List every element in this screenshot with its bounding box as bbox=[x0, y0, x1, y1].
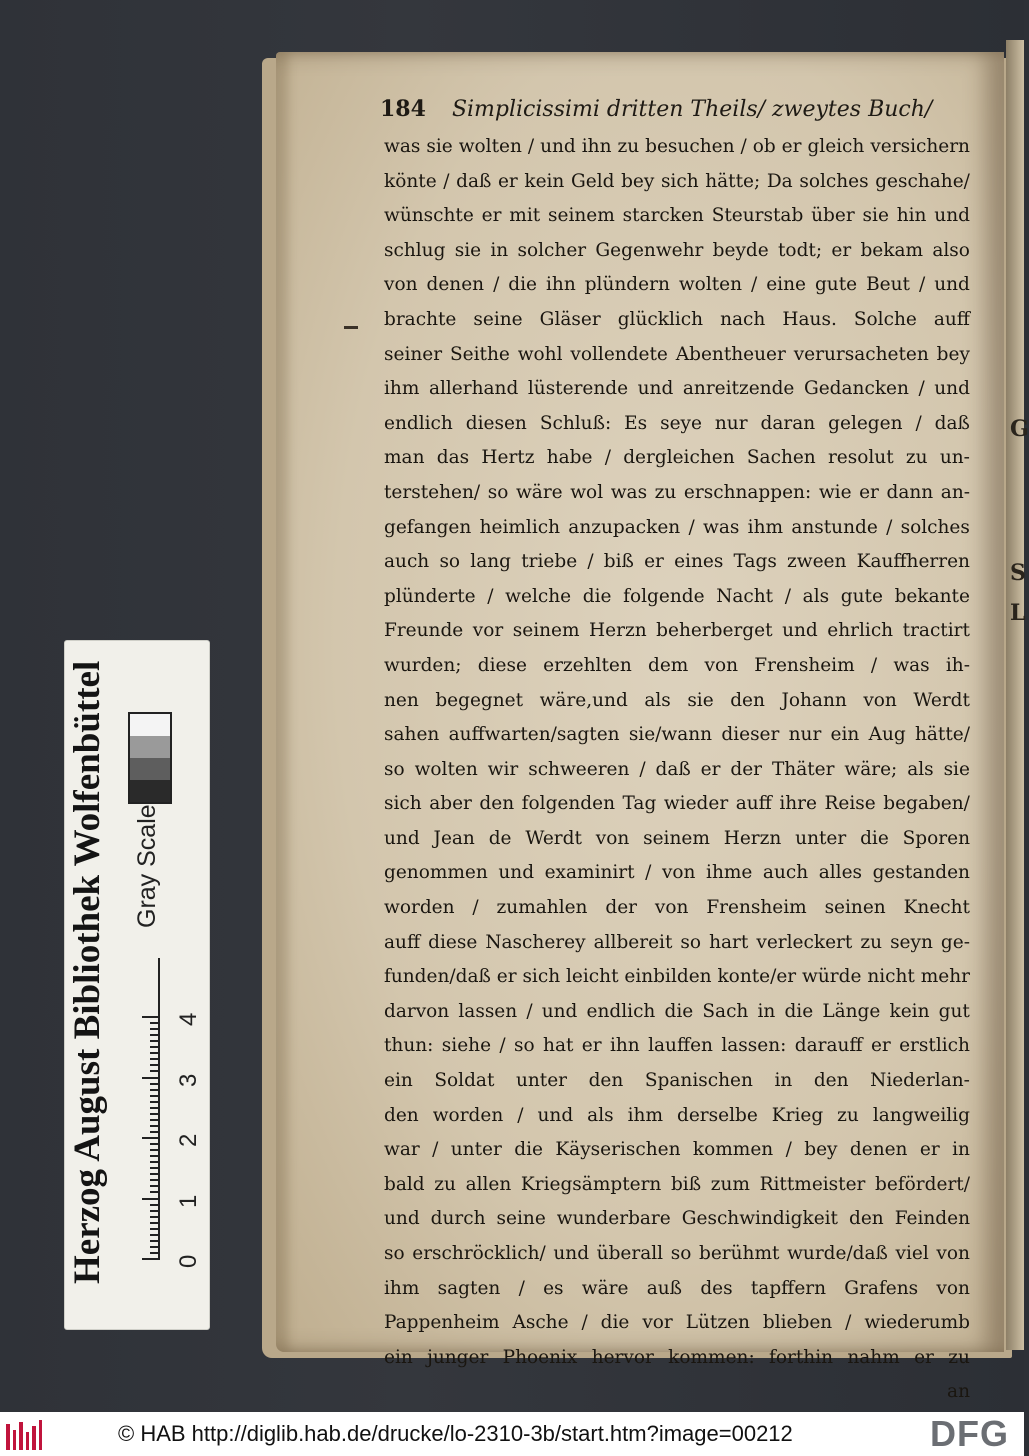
ruler-tick bbox=[150, 1083, 160, 1085]
text-line: so erschröcklich/ und überall so berühmt wurde/daß viel von bbox=[384, 1243, 970, 1264]
ruler-tick bbox=[150, 1161, 160, 1163]
hab-logo-icon bbox=[6, 1418, 42, 1450]
text-line: sich aber den folgenden Tag wieder auff ihre Reise begaben/ bbox=[384, 793, 970, 815]
ruler-number: 3 bbox=[175, 1073, 202, 1087]
ruler-tick bbox=[150, 1179, 160, 1181]
text-line: und Jean de Werdt von seinem Herzn unter die Sporen bbox=[384, 827, 970, 849]
gray-scale-label: Gray Scale bbox=[133, 804, 161, 928]
ruler-tick bbox=[150, 1228, 160, 1230]
text-line: genommen und examinirt / von ihme auch alles gestanden bbox=[384, 862, 970, 884]
text-line: brachte seine Gläser glücklich nach Haus. Solche auff bbox=[384, 308, 970, 330]
margin-mark bbox=[344, 326, 358, 329]
text-line: sahen auffwarten/sagten sie/wann dieser nur ein Aug hätte/ bbox=[384, 724, 970, 746]
ruler-tick bbox=[150, 1149, 160, 1151]
text-line: den worden / und als ihm derselbe Krieg zu langweilig bbox=[384, 1104, 970, 1126]
ruler-tick bbox=[150, 1113, 160, 1115]
ruler-tick bbox=[150, 1107, 160, 1109]
ruler-number: 1 bbox=[175, 1194, 202, 1208]
running-title: Simplicissimi dritten Theils/ zweytes Buch/ bbox=[451, 97, 933, 122]
text-line: auch so lang triebe / biß er eines Tags zween Kauffherren bbox=[384, 551, 970, 573]
ruler-tick bbox=[150, 1173, 160, 1175]
gray-swatch bbox=[130, 758, 170, 780]
ruler-number: 0 bbox=[175, 1254, 202, 1268]
text-line: darvon lassen / und endlich die Sach in die Länge kein gut bbox=[384, 1000, 970, 1022]
dfg-logo: DFG bbox=[930, 1413, 1009, 1454]
ruler-tick bbox=[150, 1185, 160, 1187]
ruler-tick bbox=[150, 1101, 160, 1103]
ruler-tick bbox=[150, 1119, 160, 1121]
ruler-tick bbox=[150, 1246, 160, 1248]
ruler-tick bbox=[150, 1089, 160, 1091]
text-line: was sie wolten / und ihn zu besuchen / ob er gleich versichern bbox=[384, 136, 970, 157]
text-line: seiner Seithe wohl vollendete Abentheuer verursacheten bey bbox=[384, 343, 970, 365]
ruler-tick bbox=[150, 1216, 160, 1218]
ruler-tick bbox=[150, 1070, 160, 1072]
catchword: an bbox=[947, 1381, 970, 1403]
ruler-tick bbox=[142, 1016, 160, 1018]
ruler-tick bbox=[150, 1234, 160, 1236]
ruler-tick bbox=[150, 1167, 160, 1169]
ruler-tick bbox=[150, 1064, 160, 1066]
next-page-mark: S bbox=[1010, 560, 1026, 586]
text-line: worden / zumahlen der von Frensheim seinen Knecht bbox=[384, 897, 970, 919]
text-line: auff diese Nascherey allbereit so hart verleckert zu seyn ge- bbox=[384, 931, 970, 953]
text-line: terstehen/ so wäre wol was zu erschnappen: wie er dann an- bbox=[384, 481, 970, 503]
ruler-tick bbox=[150, 1095, 160, 1097]
ruler-tick bbox=[150, 1252, 160, 1254]
running-head bbox=[380, 96, 980, 132]
ruler-number: 2 bbox=[175, 1133, 202, 1147]
text-line: plünderte / welche die folgende Nacht / als gute bekante bbox=[384, 585, 970, 607]
text-line: von denen / die ihn plündern wolten / eine gute Beut / und bbox=[384, 274, 970, 296]
next-page-edge bbox=[1006, 40, 1029, 1350]
ruler-tick bbox=[150, 1191, 160, 1193]
text-line: könte / daß er kein Geld bey sich hätte; Da solches geschahe/ bbox=[384, 170, 970, 192]
text-line: thun: siehe / so hat er ihn lauffen lassen: darauff er erstlich bbox=[384, 1035, 970, 1057]
ruler-tick bbox=[150, 1204, 160, 1206]
text-body bbox=[384, 130, 970, 1410]
text-line: und durch seine wunderbare Geschwindigkeit den Feinden bbox=[384, 1208, 970, 1230]
gray-swatch bbox=[130, 736, 170, 758]
text-line: ein Soldat unter den Spanischen in den Niederlan- bbox=[384, 1070, 970, 1092]
ruler-tick bbox=[150, 1040, 160, 1042]
text-line: so wolten wir schweeren / daß er der Thäter wäre; als sie bbox=[384, 758, 970, 780]
ruler-tick bbox=[150, 1143, 160, 1145]
text-line: man das Hertz habe / dergleichen Sachen resolut zu un- bbox=[384, 447, 970, 469]
ruler-tick bbox=[150, 1155, 160, 1157]
text-line: nen begegnet wäre,und als sie den Johann von Werdt bbox=[384, 689, 970, 711]
ruler-number: 4 bbox=[175, 1012, 202, 1026]
ruler-tick bbox=[142, 1198, 160, 1200]
text-line: funden/daß er sich leicht einbilden konte/er würde nicht mehr bbox=[384, 966, 970, 988]
ruler-tick bbox=[150, 1022, 160, 1024]
gray-swatch bbox=[130, 714, 170, 736]
ruler-tick bbox=[150, 1028, 160, 1030]
ruler-tick bbox=[150, 1210, 160, 1212]
ruler-tick bbox=[150, 1058, 160, 1060]
text-line: Pappenheim Asche / die vor Lützen blieben / wiederumb bbox=[384, 1312, 970, 1334]
text-line: wünschte er mit seinem starcken Steurstab über sie hin und bbox=[384, 205, 970, 227]
text-line: endlich diesen Schluß: Es seye nur daran gelegen / daß bbox=[384, 412, 970, 434]
ruler-tick bbox=[150, 1052, 160, 1054]
page-number: 184 bbox=[380, 96, 426, 122]
text-line: gefangen heimlich anzupacken / was ihm anstunde / solches bbox=[384, 516, 970, 538]
gray-swatches bbox=[128, 712, 172, 804]
text-line: Freunde vor seinem Herzn beherberget und ehrlich tractirt bbox=[384, 620, 970, 642]
ruler-tick bbox=[150, 1131, 160, 1133]
ruler-tick bbox=[150, 1222, 160, 1224]
ruler-tick bbox=[150, 1240, 160, 1242]
target-library-name: Herzog August Bibliothek Wolfenbüttel bbox=[67, 660, 108, 1284]
text-line: wurden; diese erzehlten dem von Frensheim / was ih- bbox=[384, 654, 970, 676]
text-line: ihm sagten / es wäre auß des tapffern Grafens von bbox=[384, 1277, 970, 1299]
ruler-tick bbox=[142, 1137, 160, 1139]
ruler-tick bbox=[150, 1034, 160, 1036]
next-page-mark: G bbox=[1010, 416, 1029, 442]
ruler-tick bbox=[150, 1046, 160, 1048]
ruler-tick bbox=[142, 1077, 160, 1079]
footer-citation: © HAB http://diglib.hab.de/drucke/lo-2310-3b/start.htm?image=00212 bbox=[118, 1421, 793, 1446]
ruler-tick bbox=[150, 1125, 160, 1127]
text-line: ihm allerhand lüsterende und anreitzende Gedancken / und bbox=[384, 378, 970, 400]
ruler-tick bbox=[142, 1258, 160, 1260]
text-line: war / unter die Käyserischen kommen / bey denen er in bbox=[384, 1139, 970, 1161]
text-line: schlug sie in solcher Gegenwehr beyde todt; er bekam also bbox=[384, 239, 970, 261]
next-page-mark: L bbox=[1010, 600, 1026, 626]
text-line: ein junger Phoenix hervor kommen: forthin nahm er zu bbox=[384, 1346, 970, 1368]
text-line: bald zu allen Kriegsämptern biß zum Rittmeister befördert/ bbox=[384, 1173, 970, 1195]
